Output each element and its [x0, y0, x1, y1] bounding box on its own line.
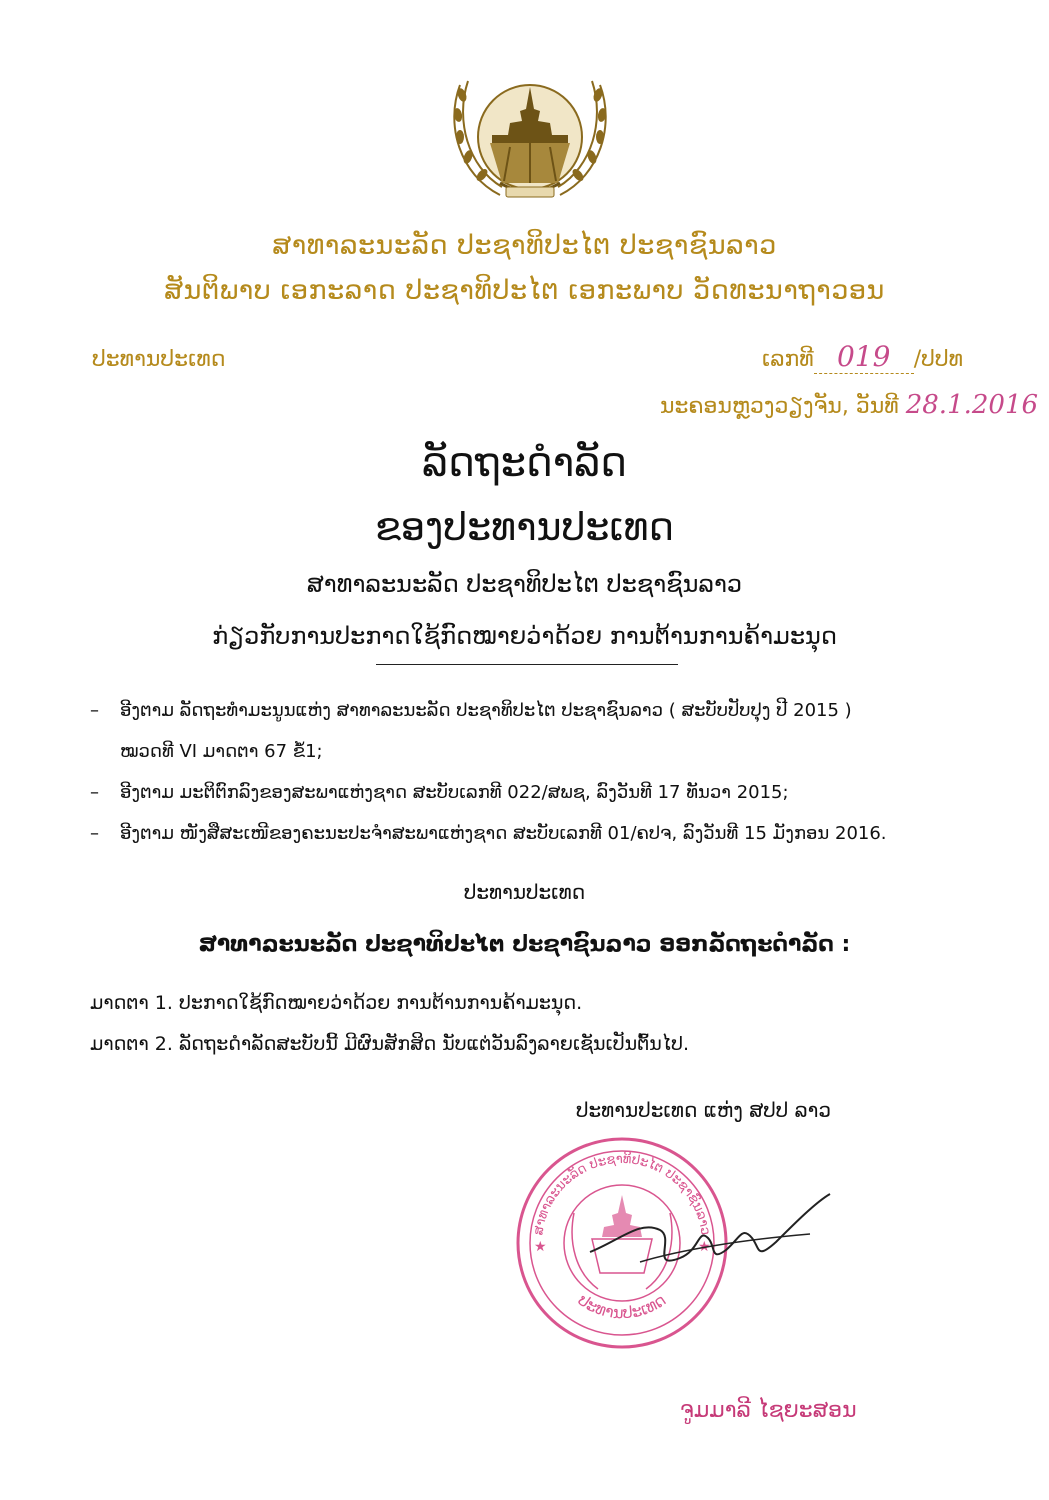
reference-item	[90, 813, 990, 854]
article-label: ມາດຕາ 1.	[90, 992, 173, 1014]
reference-item	[90, 772, 990, 813]
article-text: ປະກາດໃຊ້ກົດໝາຍວ່າດ້ວຍ ການຕ້ານການຄ້າມະນຸດ.	[178, 992, 583, 1014]
reference-item	[90, 690, 990, 731]
number-value: 019	[814, 340, 914, 374]
article-2	[90, 1033, 990, 1055]
issuer-heading: ປະທານປະເທດ	[463, 880, 586, 904]
title-divider	[376, 664, 678, 665]
reference-text: ອີງຕາມ ໜັງສືສະເໜີຂອງຄະນະປະຈຳສະພາແຫ່ງຊາດ ສະບັບເລກທີ 01/ຄປຈ, ລົງວັນທີ 15 ມັງກອນ 2016.	[120, 823, 887, 844]
place-date	[660, 390, 1038, 420]
bullet-dash: –	[90, 782, 99, 803]
article-label: ມາດຕາ 2.	[90, 1033, 173, 1055]
svg-text:★: ★	[534, 1239, 547, 1255]
reference-continuation: ໝວດທີ VI ມາດຕາ 67 ຂໍ້1;	[120, 741, 323, 762]
number-suffix: /ປປທ	[913, 347, 964, 372]
decree-subject: ກ່ຽວກັບການປະກາດໃຊ້ກົດໝາຍວ່າດ້ວຍ ການຕ້ານການຄ້າມະນຸດ	[212, 622, 837, 650]
decree-title-issuer: ຂອງປະທານປະເທດ	[375, 505, 674, 549]
number-prefix: ເລກທີ	[762, 347, 814, 372]
bullet-dash: –	[90, 700, 99, 721]
stamp-bottom-text: ປະທານປະເທດ	[574, 1290, 670, 1323]
national-emblem-icon	[440, 55, 620, 215]
decree-title: ລັດຖະດຳລັດ	[422, 440, 627, 486]
svg-text:ປະທານປະເທດ	[575, 1290, 670, 1322]
signature-icon	[580, 1180, 840, 1280]
article-text: ລັດຖະດຳລັດສະບັບນີ້ ມີຜົນສັກສິດ ນັບແຕ່ວັນລົງລາຍເຊັນເປັນຕົ້ນໄປ.	[178, 1033, 690, 1055]
office-label: ປະທານປະເທດ	[92, 347, 226, 372]
reference-text: ອີງຕາມ ລັດຖະທຳມະນູນແຫ່ງ ສາທາລະນະລັດ ປະຊາທິປະໄຕ ປະຊາຊົນລາວ ( ສະບັບປັບປຸງ ປີ 2015 )	[120, 700, 852, 721]
place-date-prefix: ນະຄອນຫຼວງວຽງຈັນ, ວັນທີ	[660, 394, 899, 419]
bullet-dash: –	[90, 823, 99, 844]
signer-title: ປະທານປະເທດ ແຫ່ງ ສປປ ລາວ	[576, 1098, 832, 1122]
document-number	[762, 340, 963, 374]
signer-name: ຈູມມາລີ ໄຊຍະສອນ	[680, 1398, 857, 1423]
article-1	[90, 992, 990, 1014]
issues-decree-line: ສາທາລະນະລັດ ປະຊາທິປະໄຕ ປະຊາຊົນລາວ ອອກລັດຖະດຳລັດ :	[198, 932, 851, 957]
svg-text:★: ★	[698, 1239, 711, 1255]
date-value: 28.1.2016	[905, 390, 1039, 420]
reference-text: ອີງຕາມ ມະຕິຕົກລົງຂອງສະພາແຫ່ງຊາດ ສະບັບເລກທີ 022/ສພຊ, ລົງວັນທີ 17 ທັນວາ 2015;	[120, 782, 789, 803]
stamp-top-text: ສາທາລະນະລັດ ປະຊາທິປະໄຕ ປະຊາຊົນລາວ	[531, 1151, 713, 1237]
decree-title-country: ສາທາລະນະລັດ ປະຊາທິປະໄຕ ປະຊາຊົນລາວ	[306, 570, 743, 598]
references-list	[90, 690, 990, 854]
country-name-line: ສາທາລະນະລັດ ປະຊາທິປະໄຕ ປະຊາຊົນລາວ	[272, 230, 777, 261]
national-motto-line: ສັນຕິພາບ ເອກະລາດ ປະຊາທິປະໄຕ ເອກະພາບ ວັດທະນາຖາວອນ	[164, 275, 885, 306]
